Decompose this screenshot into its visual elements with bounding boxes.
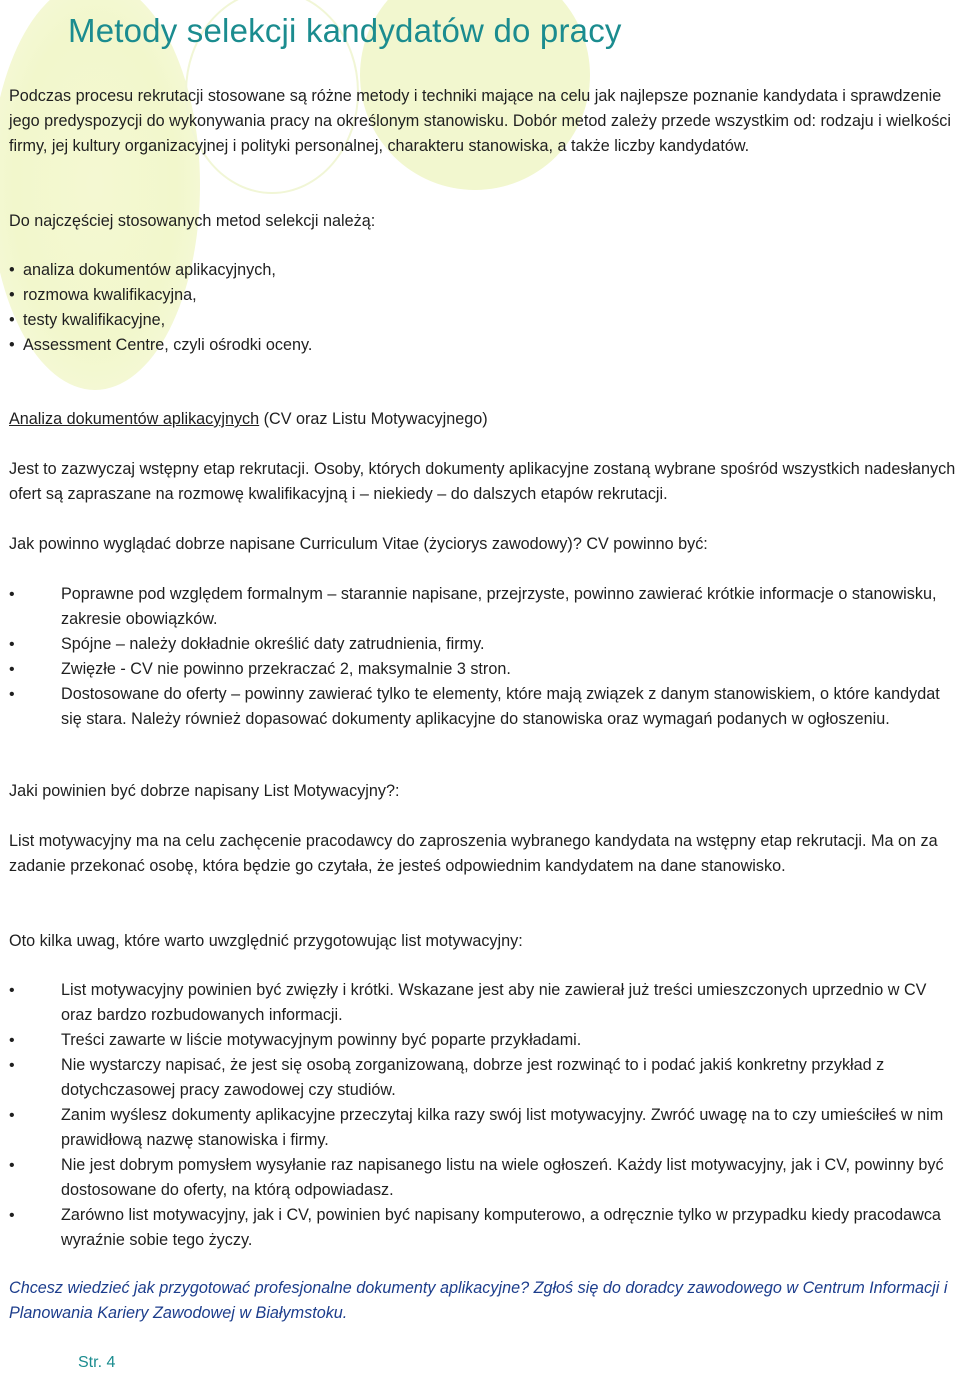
list-item: • List motywacyjny powinien być zwięzły i krótki. Wskazane jest aby nie zawierał już treści umieszczonych uprzednio w CV oraz bardzo rozbudowanych informacji. xyxy=(9,978,959,1028)
section-paragraph: Jest to zazwyczaj wstępny etap rekrutacji. Osoby, których dokumenty aplikacyjne zostaną wybrane spośród wszystkich nadesłanych ofert są zapraszane na rozmowę kwalifikacyjną i – niekiedy – do dalszych etapów rekrutacji. xyxy=(9,460,956,503)
methods-intro: Do najczęściej stosowanych metod selekcji należą: xyxy=(9,212,376,230)
lm-question: Jaki powinien być dobrze napisany List Motywacyjny?: xyxy=(9,782,400,800)
list-item: • Treści zawarte w liście motywacyjnym powinny być poparte przykładami. xyxy=(9,1028,959,1053)
section-heading-suffix: (CV oraz Listu Motywacyjnego) xyxy=(259,410,488,428)
list-item: • Nie jest dobrym pomysłem wysyłanie raz napisanego listu na wiele ogłoszeń. Każdy list motywacyjny, jak i CV, powinny być dostosowane do oferty, na którą odpowiadasz. xyxy=(9,1153,959,1203)
cv-question: Jak powinno wyglądać dobrze napisane Curriculum Vitae (życiorys zawodowy)? CV powinno być: xyxy=(9,535,708,553)
intro-paragraph: Podczas procesu rekrutacji stosowane są różne metody i techniki mające na celu jak najlepsze poznanie kandydata i sprawdzenie jego predyspozycji do wykonywania pracy na określonym stanowisku. Dobór metod zależy przede wszystkim od: rodzaju i wielkości firmy, jej kultury organizacyjnej i polityki personalnej, charakteru stanowiska, a także liczby kandydatów. xyxy=(9,87,951,155)
list-item: • Dostosowane do oferty – powinny zawierać tylko te elementy, które mają związek z danym stanowiskiem, o które kandydat się stara. Należy również dopasować dokumenty aplikacyjne do stanowiska oraz wymagań podanych w ogłoszeniu. xyxy=(9,682,959,732)
list-item: • analiza dokumentów aplikacyjnych, xyxy=(9,258,312,283)
tips-intro: Oto kilka uwag, które warto uwzględnić przygotowując list motywacyjny: xyxy=(9,932,523,950)
list-item: • Zwięzłe - CV nie powinno przekraczać 2, maksymalnie 3 stron. xyxy=(9,657,959,682)
section-heading-underlined: Analiza dokumentów aplikacyjnych xyxy=(9,410,260,428)
list-item: • rozmowa kwalifikacyjna, xyxy=(9,283,312,308)
list-item: • Zarówno list motywacyjny, jak i CV, powinien być napisany komputerowo, a odręcznie tylko w przypadku kiedy pracodawca wyraźnie sobie tego życzy. xyxy=(9,1203,959,1253)
page-number: Str. 4 xyxy=(78,1354,116,1371)
list-item: • Poprawne pod względem formalnym – starannie napisane, przejrzyste, powinno zawierać krótkie informacje o stanowisku, zakresie obowiązków. xyxy=(9,582,959,632)
list-item: • Zanim wyślesz dokumenty aplikacyjne przeczytaj kilka razy swój list motywacyjny. Zwróć uwagę na to czy umieściłeś w nim prawidłową nazwę stanowiska i firmy. xyxy=(9,1103,959,1153)
list-item: • Assessment Centre, czyli ośrodki oceny. xyxy=(9,333,312,358)
section-heading xyxy=(9,407,957,432)
closing-note: Chcesz wiedzieć jak przygotować profesjonalne dokumenty aplikacyjne? Zgłoś się do doradcy zawodowego w Centrum Informacji i Planowania Kariery Zawodowej w Białymstoku. xyxy=(9,1279,948,1322)
list-item: • Nie wystarczy napisać, że jest się osobą zorganizowaną, dobrze jest rozwinąć to i podać jakiś konkretny przykład z dotychczasowej pracy zawodowej czy studiów. xyxy=(9,1053,959,1103)
tips-list xyxy=(9,978,959,1253)
page-title: Metody selekcji kandydatów do pracy xyxy=(68,12,622,49)
cv-requirements-list xyxy=(9,582,959,732)
methods-list xyxy=(9,258,312,358)
list-item: • testy kwalifikacyjne, xyxy=(9,308,312,333)
list-item: • Spójne – należy dokładnie określić daty zatrudnienia, firmy. xyxy=(9,632,959,657)
lm-paragraph: List motywacyjny ma na celu zachęcenie pracodawcy do zaproszenia wybranego kandydata na wstępny etap rekrutacji. Ma on za zadanie przekonać osobę, która będzie go czytała, że jesteś odpowiednim kandydatem na dane stanowisko. xyxy=(9,832,938,875)
